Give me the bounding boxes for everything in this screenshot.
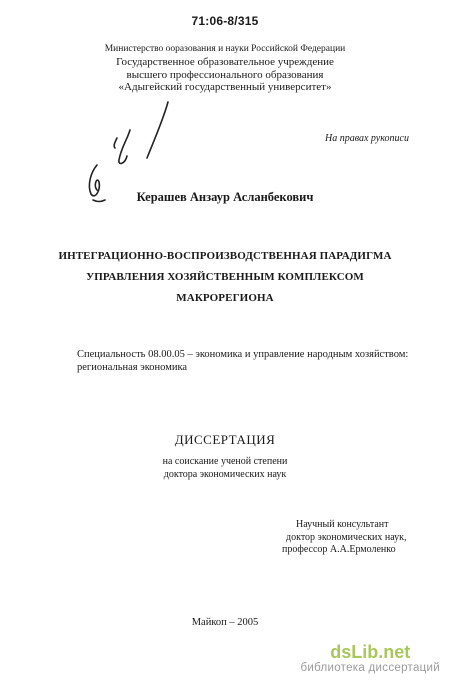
degree-line: на соискание ученой степени — [162, 456, 288, 467]
ministry-name: Министерство ооразования и науки Российской Федерации — [104, 44, 346, 54]
consultant-line: профессор А.А.Ермоленко — [282, 544, 396, 555]
degree-line: доктора экономических наук — [163, 468, 287, 480]
institution-line: Государственное образовательное учреждение — [116, 56, 334, 68]
consultant-line: доктор экономических наук, — [286, 531, 407, 543]
consultant-block — [282, 519, 407, 557]
specialty-line: Специальность 08.00.05 – экономика и управление народным хозяйством: — [77, 349, 409, 360]
institution-block — [0, 56, 450, 94]
specialty-line: региональная экономика — [77, 361, 188, 373]
city-year: Майкоп – 2005 — [191, 617, 259, 628]
author-name: Керашев Анзаур Асланбекович — [136, 190, 314, 204]
institution-line: высшего профессионального образования — [126, 68, 324, 81]
title-line: УПРАВЛЕНИЯ ХОЗЯЙСТВЕННЫМ КОМПЛЕКСОМ — [86, 271, 364, 283]
dissertation-label: ДИССЕРТАЦИЯ — [174, 432, 276, 447]
watermark — [300, 643, 440, 675]
watermark-site: dsLib.net — [330, 642, 411, 662]
consultant-line: Научный консультант — [296, 519, 389, 530]
specialty-block — [77, 349, 437, 374]
degree-block — [0, 456, 450, 481]
watermark-subtitle: библиотека диссертаций — [300, 662, 440, 674]
rights-note: На правах рукописи — [325, 133, 409, 144]
catalog-number: 71:06-8/315 — [191, 14, 259, 28]
title-line: МАКРОРЕГИОНА — [176, 292, 274, 304]
title-line: ИНТЕГРАЦИОННО-ВОСПРОИЗВОДСТВЕННАЯ ПАРАДИГМА — [58, 250, 392, 262]
institution-line: «Адыгейский государственный университет» — [118, 81, 332, 93]
dissertation-title — [0, 246, 450, 309]
